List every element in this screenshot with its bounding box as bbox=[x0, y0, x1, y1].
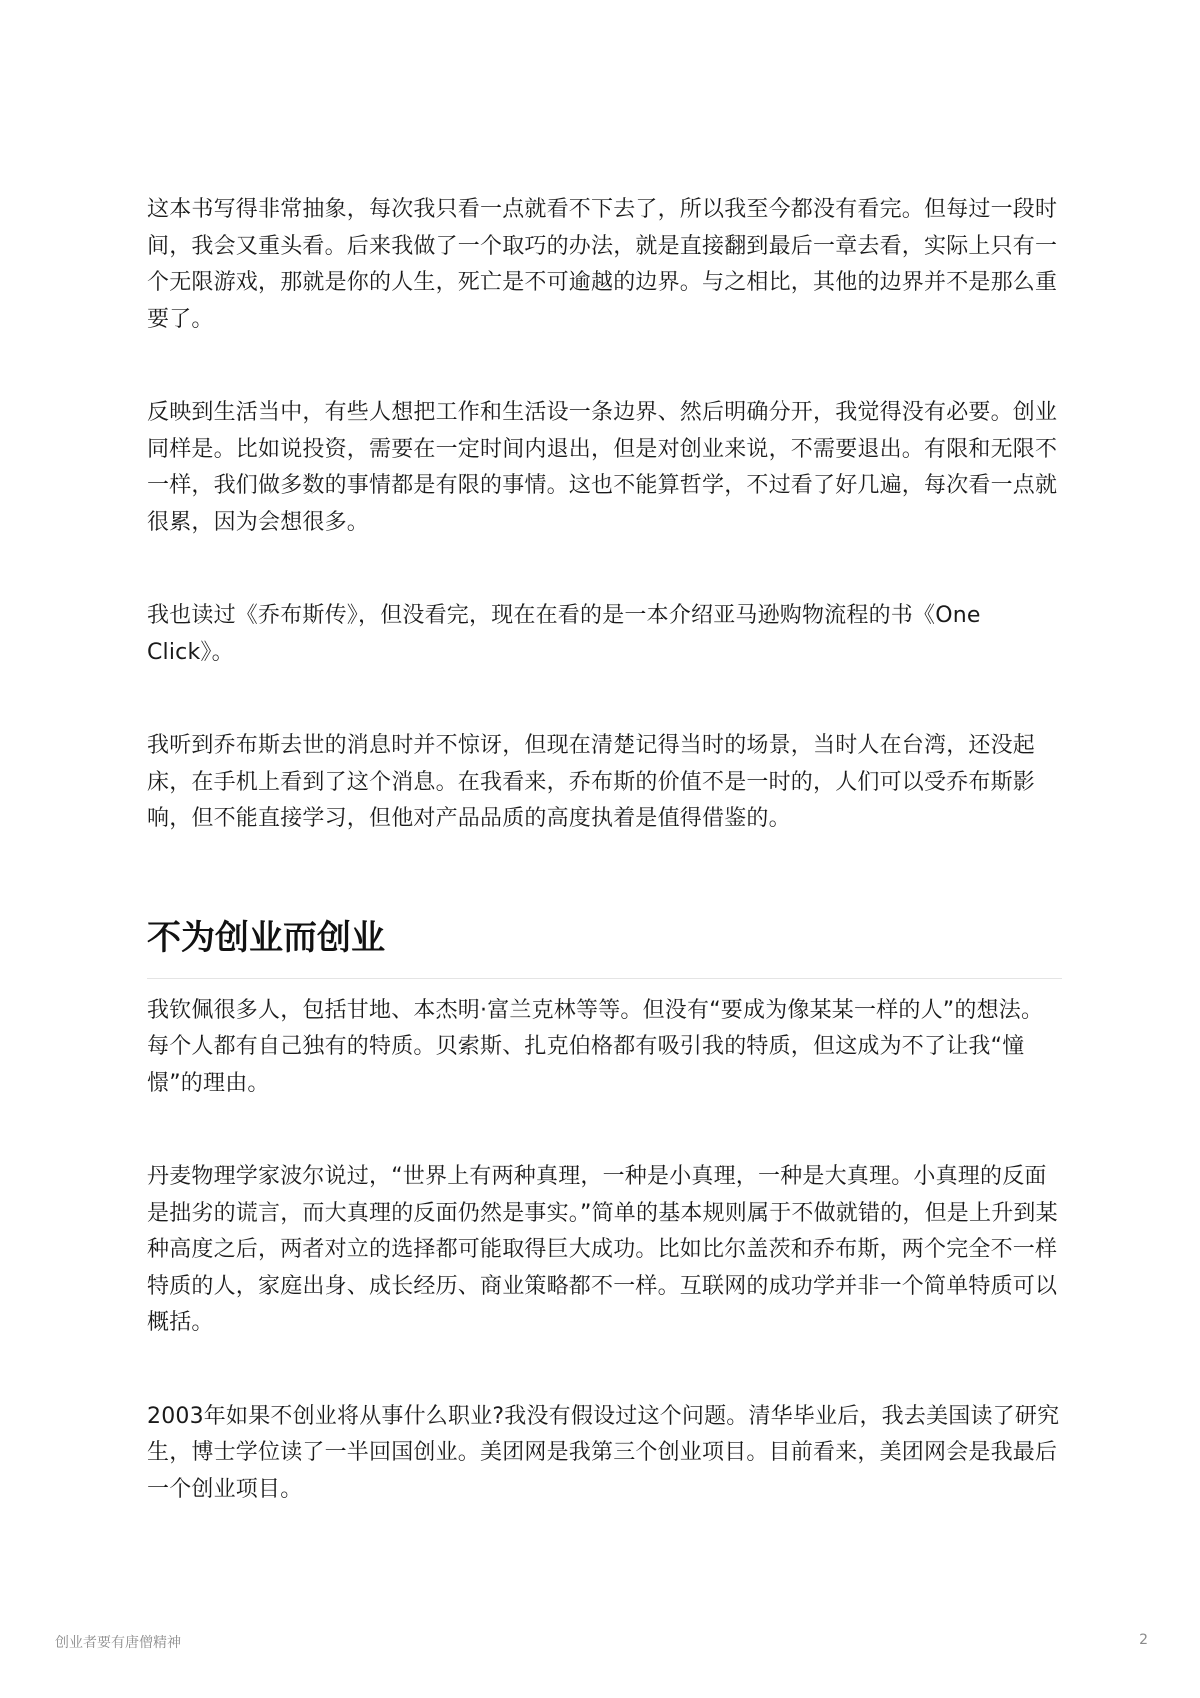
section-divider bbox=[147, 978, 1062, 979]
paragraph-jobs-death: 我听到乔布斯去世的消息时并不惊讶，但现在清楚记得当时的场景，当时人在台湾，还没起床，在手机上看到了这个消息。在我看来，乔布斯的价值不是一时的，人们可以受乔布斯影响，但不能直接学习，但他对产品品质的高度执着是值得借鉴的。 bbox=[147, 733, 1036, 831]
page-content bbox=[147, 192, 1062, 1508]
section-heading: 不为创业而创业 bbox=[147, 917, 385, 958]
paragraph-two-truths: 丹麦物理学家波尔说过，“世界上有两种真理，一种是小真理，一种是大真理。小真理的反面是拙劣的谎言，而大真理的反面仍然是事实。”简单的基本规则属于不做就错的，但是上升到某种高度之后，两者对立的选择都可能取得巨大成功。比如比尔盖茨和乔布斯，两个完全不一样特质的人，家庭出身、成长经历、商业策略都不一样。互联网的成功学并非一个简单特质可以概括。 bbox=[147, 1164, 1058, 1335]
paragraph-career-2003: 2003年如果不创业将从事什么职业?我没有假设过这个问题。清华毕业后，我去美国读了研究生，博士学位读了一半回国创业。美团网是我第三个创业项目。目前看来，美团网会是我最后一个创业项目。 bbox=[147, 1403, 1060, 1502]
footer-title: 创业者要有唐僧精神 bbox=[55, 1635, 181, 1651]
paragraph-infinite-game: 这本书写得非常抽象，每次我只看一点就看不下去了，所以我至今都没有看完。但每过一段时间，我会又重头看。后来我做了一个取巧的办法，就是直接翻到最后一章去看，实际上只有一个无限游戏，那就是你的人生，死亡是不可逾越的边界。与之相比，其他的边界并不是那么重要了。 bbox=[147, 197, 1058, 332]
page-number: 2 bbox=[1139, 1632, 1148, 1648]
paragraph-admiration: 我钦佩很多人，包括甘地、本杰明·富兰克林等等。但没有“要成为像某某一样的人”的想法。每个人都有自己独有的特质。贝索斯、扎克伯格都有吸引我的特质，但这成为不了让我“憧憬”的理由。 bbox=[147, 997, 1044, 1096]
paragraph-work-life-boundary: 反映到生活当中，有些人想把工作和生活设一条边界、然后明确分开，我觉得没有必要。创业同样是。比如说投资，需要在一定时间内退出，但是对创业来说，不需要退出。有限和无限不一样，我们做多数的事情都是有限的事情。这也不能算哲学，不过看了好几遍，每次看一点就很累，因为会想很多。 bbox=[147, 400, 1058, 535]
paragraph-reading-list: 我也读过《乔布斯传》，但没看完，现在在看的是一本介绍亚马逊购物流程的书《One Click》。 bbox=[147, 603, 981, 665]
